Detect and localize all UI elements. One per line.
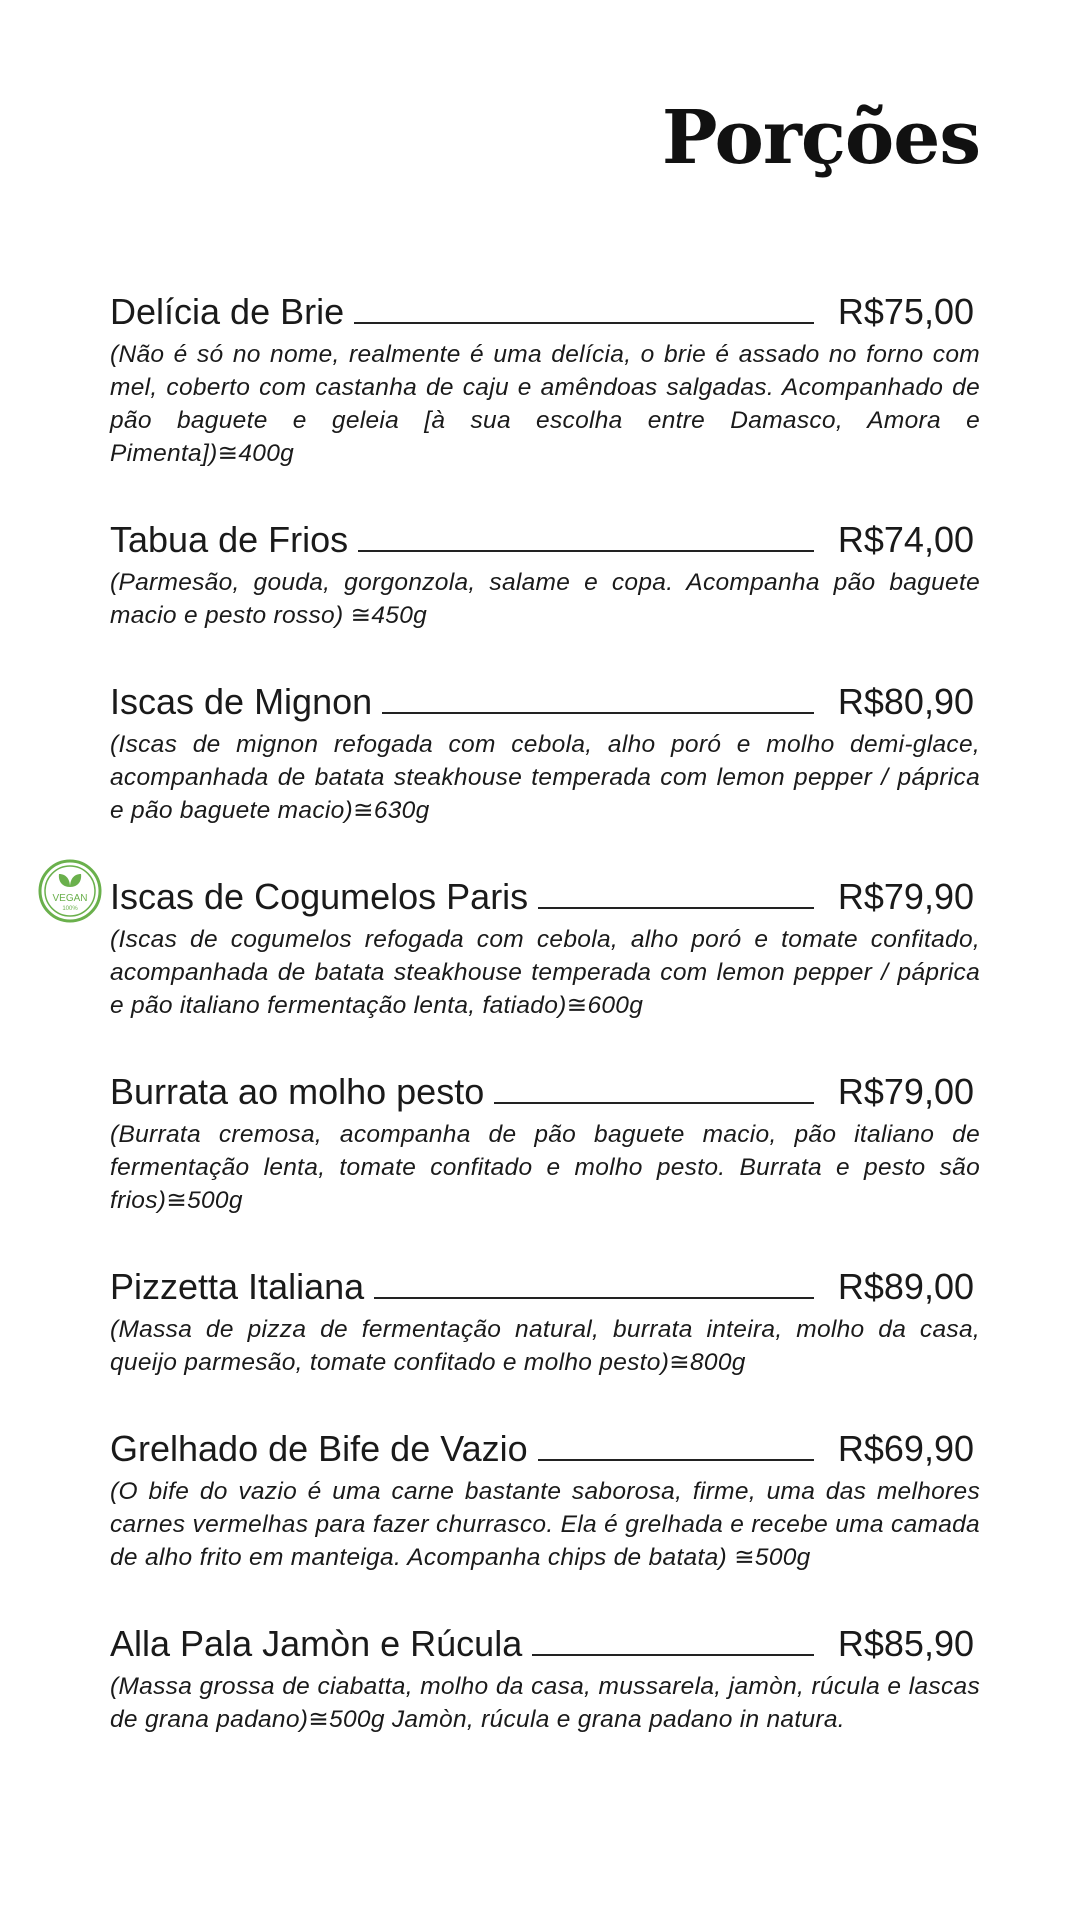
dotted-leader-line bbox=[354, 322, 814, 324]
menu-item-header bbox=[110, 670, 980, 720]
menu-item-name: Burrata ao molho pesto bbox=[110, 1071, 485, 1112]
vegan-badge-icon bbox=[38, 859, 102, 923]
vegan-badge-label: VEGAN bbox=[52, 893, 88, 904]
menu-item-name: Alla Pala Jamòn e Rúcula bbox=[110, 1623, 523, 1664]
menu-item-price: R$75,00 bbox=[837, 291, 974, 332]
dotted-leader-line bbox=[532, 1654, 814, 1656]
menu-item-description: (O bife do vazio é uma carne bastante saborosa, firme, uma das melhores carnes vermelhas para fazer churrasco. Ela é grelhada e recebe uma camada de alho frito em manteiga. Acompanha chips de batata) ≅500g bbox=[110, 1478, 980, 1571]
menu-item-tabua-de-frios bbox=[110, 508, 980, 632]
menu-item-price: R$85,90 bbox=[837, 1623, 974, 1664]
menu-item-burrata bbox=[110, 1060, 980, 1217]
menu-item-header bbox=[110, 865, 980, 915]
menu-item-name: Grelhado de Bife de Vazio bbox=[110, 1428, 528, 1469]
menu-item-header bbox=[110, 1417, 980, 1467]
menu-item-description: (Iscas de cogumelos refogada com cebola, alho poró e tomate confitado, acompanhada de batata steakhouse temperada com lemon pepper / páprica e pão italiano fermentação lenta, fatiado)≅600g bbox=[110, 926, 980, 1019]
menu-item-price: R$89,00 bbox=[837, 1266, 974, 1307]
menu-item-price: R$79,00 bbox=[837, 1071, 974, 1112]
dotted-leader-line bbox=[358, 550, 814, 552]
menu-item-description: (Iscas de mignon refogada com cebola, alho poró e molho demi-glace, acompanhada de batata steakhouse temperada com lemon pepper / páprica e pão baguete macio)≅630g bbox=[110, 731, 980, 824]
dotted-leader-line bbox=[538, 1459, 814, 1461]
menu-item-header bbox=[110, 508, 980, 558]
menu-item-header bbox=[110, 1255, 980, 1305]
menu-item-name: Iscas de Mignon bbox=[110, 681, 373, 722]
menu-item-header bbox=[110, 1060, 980, 1110]
leaf-icon bbox=[59, 874, 81, 887]
dotted-leader-line bbox=[494, 1102, 814, 1104]
dotted-leader-line bbox=[374, 1297, 814, 1299]
menu-item-description: (Massa de pizza de fermentação natural, burrata inteira, molho da casa, queijo parmesão, tomate confitado e molho pesto)≅800g bbox=[110, 1316, 980, 1376]
menu-item-iscas-de-mignon bbox=[110, 670, 980, 827]
menu-item-alla-pala bbox=[110, 1612, 980, 1736]
menu-item-header bbox=[110, 280, 980, 330]
menu-item-pizzetta-italiana bbox=[110, 1255, 980, 1379]
menu-item-name: Tabua de Frios bbox=[110, 519, 349, 560]
menu-item-description: (Não é só no nome, realmente é uma delícia, o brie é assado no forno com mel, coberto com castanha de caju e amêndoas salgadas. Acompanhado de pão baguete e geleia [à sua escolha entre Damasco, Amora e Pimenta])≅400g bbox=[110, 341, 980, 467]
menu-item-iscas-de-cogumelos bbox=[52, 865, 980, 1022]
menu-item-grelhado-de-bife bbox=[110, 1417, 980, 1574]
menu-item-name: Iscas de Cogumelos Paris bbox=[110, 876, 529, 917]
vegan-badge-sublabel: 100% bbox=[62, 906, 78, 912]
dotted-leader-line bbox=[382, 712, 814, 714]
menu-item-description: (Burrata cremosa, acompanha de pão baguete macio, pão italiano de fermentação lenta, tomate confitado e molho pesto. Burrata e pesto são frios)≅500g bbox=[110, 1121, 980, 1214]
menu-list bbox=[52, 280, 980, 1774]
menu-item-price: R$80,90 bbox=[837, 681, 974, 722]
menu-item-name: Delícia de Brie bbox=[110, 291, 345, 332]
menu-item-price: R$74,00 bbox=[837, 519, 974, 560]
menu-item-header bbox=[110, 1612, 980, 1662]
menu-item-price: R$79,90 bbox=[837, 876, 974, 917]
dotted-leader-line bbox=[538, 907, 814, 909]
menu-item-description: (Parmesão, gouda, gorgonzola, salame e copa. Acompanha pão baguete macio e pesto rosso) ≅450g bbox=[110, 569, 980, 629]
menu-item-price: R$69,90 bbox=[837, 1428, 974, 1469]
menu-item-description: (Massa grossa de ciabatta, molho da casa, mussarela, jamòn, rúcula e lascas de grana padano)≅500g Jamòn, rúcula e grana padano in natura. bbox=[110, 1673, 980, 1733]
page-title: Porções bbox=[661, 95, 980, 181]
menu-item-name: Pizzetta Italiana bbox=[110, 1266, 365, 1307]
menu-item-delicia-de-brie bbox=[110, 280, 980, 470]
